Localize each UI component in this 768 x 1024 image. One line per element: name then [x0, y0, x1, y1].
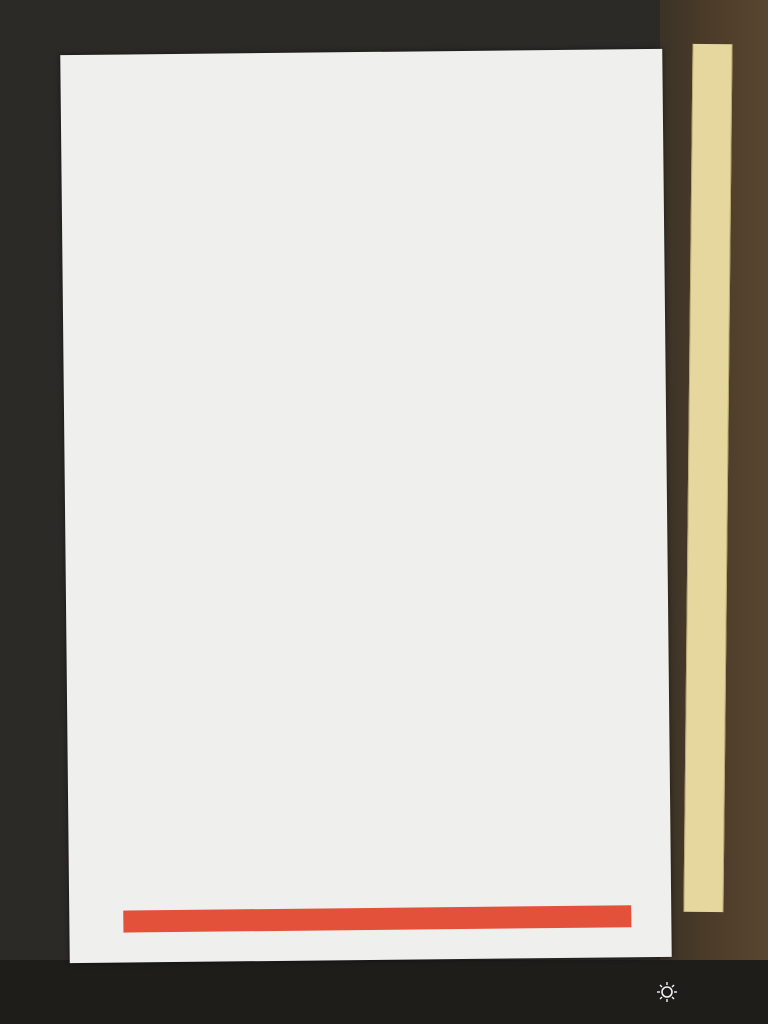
printed-leaflet — [60, 49, 671, 963]
page-title — [103, 125, 621, 130]
sun-logo-icon — [656, 981, 678, 1003]
embroidery-ornament-bottom — [123, 843, 618, 904]
paragraph — [116, 183, 624, 188]
paragraph — [116, 183, 624, 188]
paragraph — [116, 183, 624, 188]
article-body — [116, 171, 624, 188]
paragraph — [116, 183, 624, 188]
dark-background — [0, 960, 768, 1024]
caption-bar — [123, 905, 631, 932]
site-watermark — [656, 974, 762, 1010]
embroidery-ornament-top — [94, 57, 626, 109]
poem-quote — [176, 175, 624, 184]
